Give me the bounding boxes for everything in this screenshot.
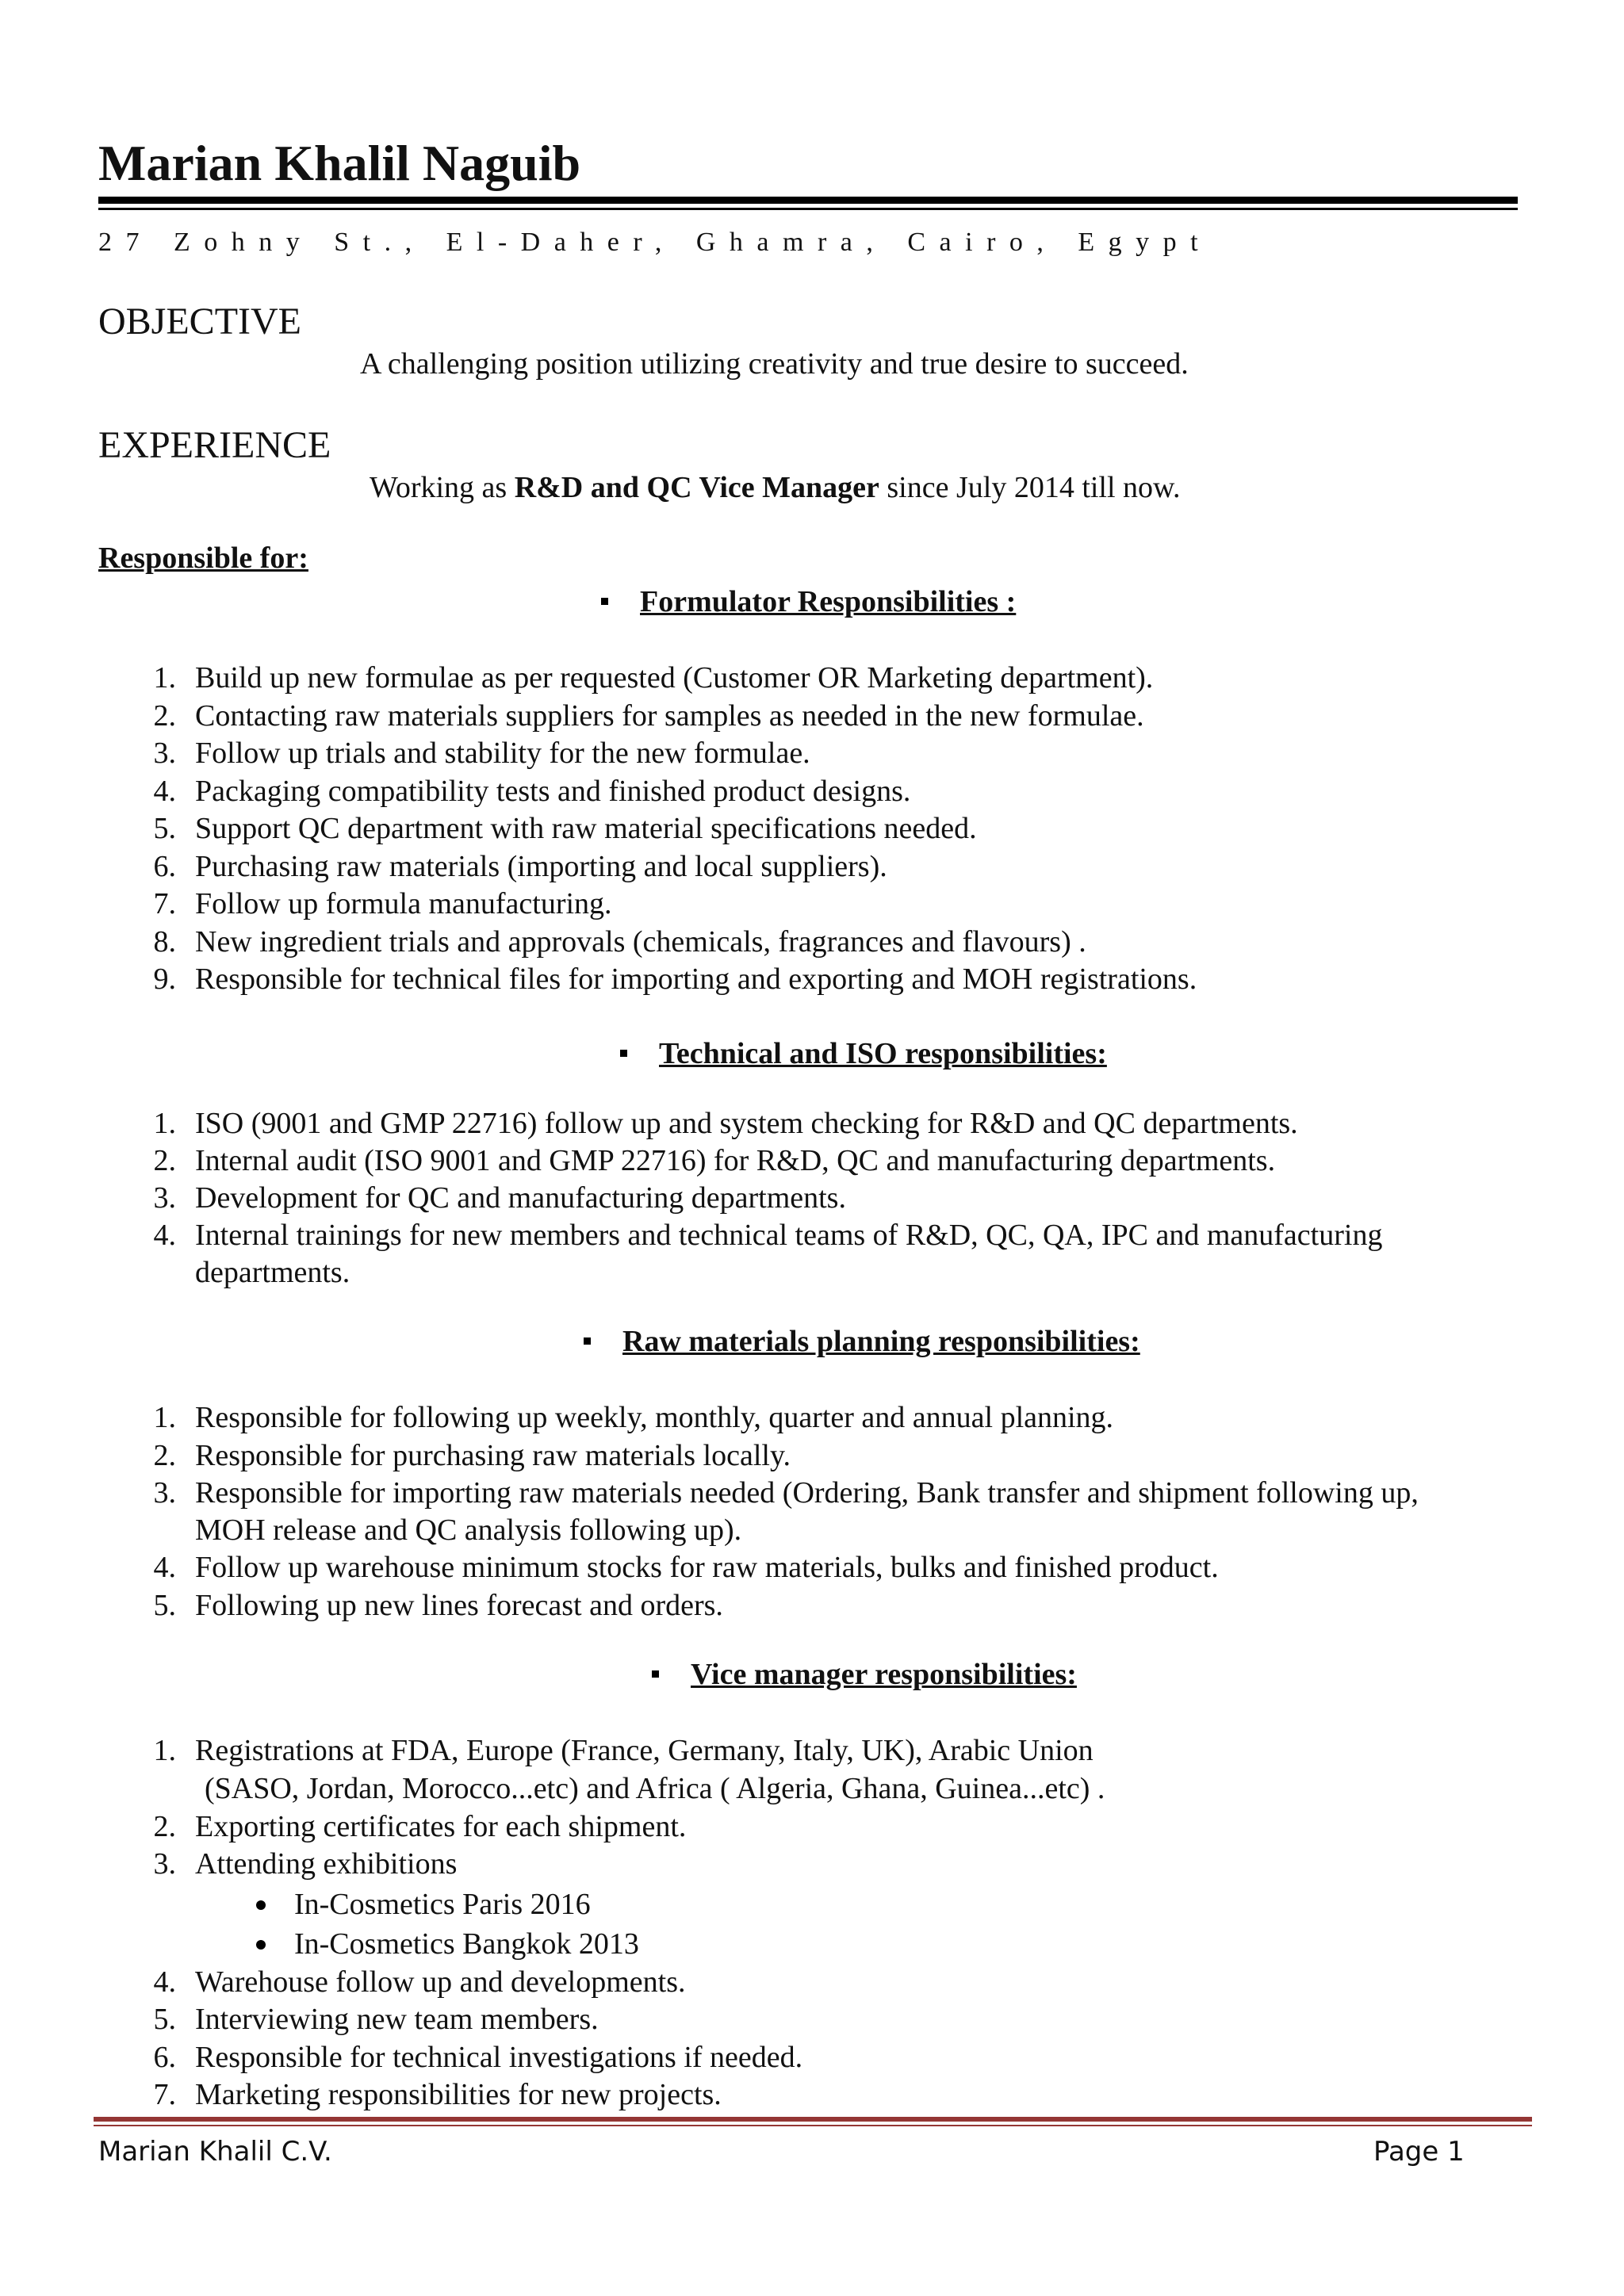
formulator-title: Formulator Responsibilities : — [640, 585, 1017, 618]
raw-materials-subheading — [584, 1322, 1140, 1360]
list-item: Interviewing new team members. — [195, 2003, 599, 2036]
list-item: Contacting raw materials suppliers for samples as needed in the new formulae. — [195, 699, 1144, 733]
list-item: Exporting certificates for each shipment. — [195, 1810, 687, 1843]
list-item: Purchasing raw materials (importing and local suppliers). — [195, 850, 887, 883]
list-item: Responsible for following up weekly, monthly, quarter and annual planning. — [195, 1401, 1114, 1434]
objective-heading: OBJECTIVE — [98, 300, 301, 342]
list-number: 3. — [153, 1476, 176, 1510]
list-number: 4. — [153, 1965, 176, 1999]
list-item-continuation: departments. — [195, 1256, 350, 1289]
sub-list-item: In-Cosmetics Paris 2016 — [294, 1888, 591, 1921]
vice-manager-subheading — [652, 1655, 1077, 1693]
list-number: 2. — [153, 1439, 176, 1472]
technical-subheading — [620, 1035, 1107, 1073]
list-item: Warehouse follow up and developments. — [195, 1965, 686, 1999]
footer-title: Marian Khalil C.V. — [98, 2136, 332, 2168]
experience-heading: EXPERIENCE — [98, 424, 331, 466]
list-item: Registrations at FDA, Europe (France, Germany, Italy, UK), Arabic Union — [195, 1734, 1094, 1767]
list-item: Following up new lines forecast and orders. — [195, 1589, 723, 1622]
list-number: 5. — [153, 1589, 176, 1622]
list-item: ISO (9001 and GMP 22716) follow up and system checking for R&D and QC departments. — [195, 1107, 1298, 1140]
footer-rule-thick — [94, 2117, 1532, 2122]
list-number: 3. — [153, 1847, 176, 1881]
list-number: 1. — [153, 1734, 176, 1767]
formulator-subheading — [601, 583, 1016, 621]
list-number: 5. — [153, 2003, 176, 2036]
header-rule-thin — [98, 208, 1518, 210]
list-number: 1. — [153, 1107, 176, 1140]
list-item: Responsible for technical investigations if needed. — [195, 2041, 803, 2074]
square-bullet-icon — [620, 1050, 627, 1057]
footer-rule-thin — [94, 2125, 1532, 2126]
list-number: 2. — [153, 1810, 176, 1843]
list-number: 4. — [153, 1551, 176, 1584]
list-item-continuation: MOH release and QC analysis following up). — [195, 1513, 742, 1547]
technical-title: Technical and ISO responsibilities: — [659, 1037, 1107, 1070]
list-number: 3. — [153, 1181, 176, 1215]
list-item-continuation: (SASO, Jordan, Morocco...etc) and Africa ( Algeria, Ghana, Guinea...etc) . — [205, 1772, 1105, 1805]
list-item: Attending exhibitions — [195, 1847, 458, 1881]
bullet-dot-icon — [256, 1940, 266, 1950]
raw-materials-title: Raw materials planning responsibilities: — [622, 1325, 1140, 1358]
list-item: Responsible for technical files for importing and exporting and MOH registrations. — [195, 962, 1197, 996]
list-item: Support QC department with raw material specifications needed. — [195, 812, 977, 845]
list-number: 1. — [153, 1401, 176, 1434]
list-item: Responsible for importing raw materials needed (Ordering, Bank transfer and shipment following up, — [195, 1476, 1419, 1510]
list-item: Follow up trials and stability for the new formulae. — [195, 737, 810, 770]
experience-prefix: Working as — [370, 471, 508, 504]
list-number: 4. — [153, 1219, 176, 1252]
experience-role: R&D and QC Vice Manager — [514, 471, 879, 504]
list-number: 1. — [153, 661, 176, 695]
list-number: 4. — [153, 775, 176, 808]
list-item: Responsible for purchasing raw materials locally. — [195, 1439, 791, 1472]
vice-manager-title: Vice manager responsibilities: — [691, 1658, 1077, 1691]
address: 27 Zohny St., El-Daher, Ghamra, Cairo, Egypt — [98, 228, 1212, 257]
list-number: 2. — [153, 699, 176, 733]
list-number: 6. — [153, 2041, 176, 2074]
sub-list-item: In-Cosmetics Bangkok 2013 — [294, 1927, 639, 1961]
list-item: Internal audit (ISO 9001 and GMP 22716) for R&D, QC and manufacturing departments. — [195, 1144, 1276, 1177]
experience-line — [370, 469, 1181, 507]
list-number: 2. — [153, 1144, 176, 1177]
list-item: Internal trainings for new members and technical teams of R&D, QC, QA, IPC and manufacturing — [195, 1219, 1383, 1252]
square-bullet-icon — [652, 1670, 659, 1678]
list-item: Marketing responsibilities for new projects. — [195, 2078, 722, 2111]
list-item: Follow up formula manufacturing. — [195, 887, 612, 920]
list-item: New ingredient trials and approvals (chemicals, fragrances and flavours) . — [195, 925, 1086, 959]
list-item: Packaging compatibility tests and finished product designs. — [195, 775, 911, 808]
list-number: 7. — [153, 2078, 176, 2111]
square-bullet-icon — [601, 598, 608, 605]
list-number: 8. — [153, 925, 176, 959]
objective-text: A challenging position utilizing creativity and true desire to succeed. — [360, 347, 1189, 381]
list-item: Follow up warehouse minimum stocks for raw materials, bulks and finished product. — [195, 1551, 1219, 1584]
list-number: 7. — [153, 887, 176, 920]
responsible-label: Responsible for: — [98, 541, 308, 575]
list-item: Build up new formulae as per requested (Customer OR Marketing department). — [195, 661, 1154, 695]
list-number: 3. — [153, 737, 176, 770]
page-number: Page 1 — [1373, 2136, 1465, 2168]
square-bullet-icon — [584, 1337, 591, 1345]
header-rule-thick — [98, 197, 1518, 204]
experience-suffix: since July 2014 till now. — [887, 471, 1181, 504]
list-number: 9. — [153, 962, 176, 996]
list-item: Development for QC and manufacturing departments. — [195, 1181, 846, 1215]
list-number: 6. — [153, 850, 176, 883]
cv-name: Marian Khalil Naguib — [98, 135, 581, 191]
bullet-dot-icon — [256, 1900, 266, 1910]
list-number: 5. — [153, 812, 176, 845]
